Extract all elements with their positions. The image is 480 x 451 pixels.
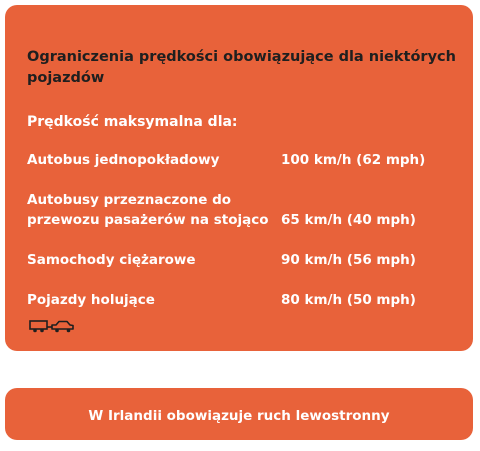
limit-value-single-deck-bus: 100 km/h (62 mph) — [281, 152, 426, 168]
limit-value-trucks: 90 km/h (56 mph) — [281, 252, 416, 268]
left-hand-traffic-banner — [5, 388, 473, 440]
vehicle-label-single-deck-bus: Autobus jednopokładowy — [27, 152, 220, 168]
vehicle-label-standing-bus-line1: Autobusy przeznaczone do — [27, 192, 232, 208]
towing-vehicle-icon — [29, 319, 75, 333]
banner-text: W Irlandii obowiązuje ruch lewostronny — [88, 408, 390, 424]
speed-limits-card — [5, 5, 473, 351]
vehicle-label-towing: Pojazdy holujące — [27, 292, 155, 308]
max-speed-subheading: Prędkość maksymalna dla: — [27, 114, 238, 130]
limit-value-standing-bus: 65 km/h (40 mph) — [281, 212, 416, 228]
vehicle-label-standing-bus-line2: przewozu pasażerów na stojąco — [27, 212, 269, 228]
card-title: Ograniczenia prędkości obowiązujące dla niektórych pojazdów — [27, 49, 456, 86]
limit-value-towing: 80 km/h (50 mph) — [281, 292, 416, 308]
vehicle-label-trucks: Samochody ciężarowe — [27, 252, 196, 268]
